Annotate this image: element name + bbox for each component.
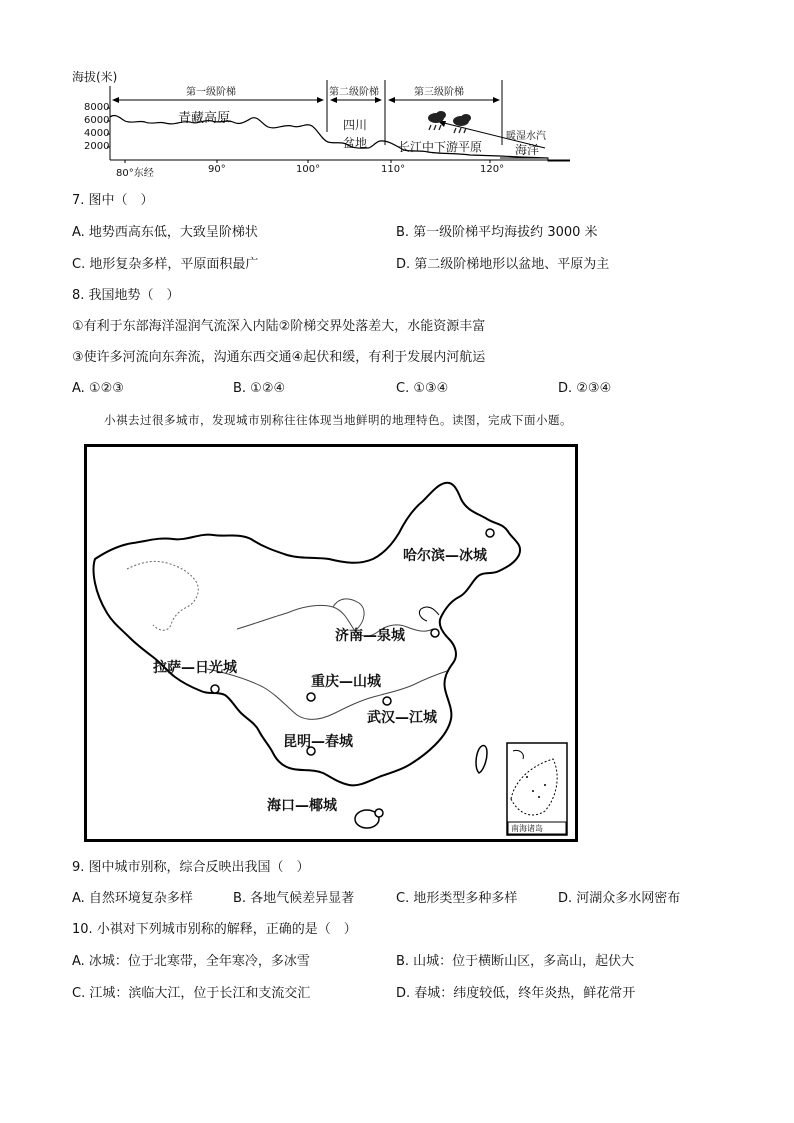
- city-dot-wuhan: [383, 697, 391, 705]
- q7-stem: 7. 图中（ ）: [72, 193, 154, 208]
- rain-cloud-icon: [428, 111, 446, 130]
- terrain-profile-svg: [0, 0, 794, 180]
- city-label-jinan: 济南—泉城: [335, 628, 405, 644]
- q8-stem: 8. 我国地势（ ）: [72, 288, 180, 303]
- terrain-profile-line: [110, 116, 548, 158]
- rain-cloud-icon: [453, 114, 471, 133]
- q9-option-c: C. 地形类型多种多样: [396, 891, 518, 906]
- step-label-third: 第三级阶梯: [414, 87, 464, 98]
- x-tick-label: 110°: [381, 164, 406, 175]
- q9-option-b: B. 各地气候差异显著: [233, 891, 355, 906]
- q7-option-c: C. 地形复杂多样，平原面积最广: [72, 257, 259, 272]
- region-label-qingzang: 青藏高原: [178, 111, 231, 126]
- city-label-harbin: 哈尔滨—冰城: [403, 548, 487, 564]
- region-label-sichuan: 四川: [343, 118, 368, 132]
- inset-label: 南海诸岛: [511, 824, 543, 833]
- terrain-profile-figure: [0, 0, 794, 180]
- city-dot-chongqing: [307, 693, 315, 701]
- city-label-haikou: 海口—椰城: [267, 798, 337, 814]
- q8-statement-line-2: ③使许多河流向东奔流，沟通东西交通④起伏和缓，有利于发展内河航运: [72, 350, 486, 365]
- q8-option-b: B. ①②④: [233, 381, 286, 396]
- city-dot-lhasa: [211, 685, 219, 693]
- x-tick-label: 120°: [480, 164, 505, 175]
- q7-option-d: D. 第二级阶梯地形以盆地、平原为主: [396, 257, 610, 272]
- q9-option-a: A. 自然环境复杂多样: [72, 891, 193, 906]
- city-dot-jinan: [431, 629, 439, 637]
- city-label-lhasa: 拉萨—日光城: [153, 660, 237, 676]
- q9-stem: 9. 图中城市别称，综合反映出我国（ ）: [72, 860, 310, 875]
- section-intro: 小祺去过很多城市，发现城市别称往往体现当地鲜明的地理特色。读图，完成下面小题。: [104, 413, 572, 427]
- x-tick-label: 90°: [208, 164, 226, 175]
- ocean-label: 海洋: [515, 143, 540, 157]
- step-label-first: 第一级阶梯: [186, 87, 236, 98]
- south-china-sea-inset: [507, 743, 567, 835]
- y-tick-label: 2000: [84, 141, 110, 152]
- china-map-svg: [87, 447, 575, 839]
- city-label-chongqing: 重庆—山城: [311, 674, 381, 690]
- q8-option-d: D. ②③④: [558, 381, 612, 396]
- china-city-map: [84, 444, 578, 842]
- region-label-basin: 盆地: [343, 136, 368, 150]
- taiwan-island: [476, 746, 487, 773]
- q7-option-a: A. 地势西高东低，大致呈阶梯状: [72, 225, 258, 240]
- q8-statement-line-1: ①有利于东部海洋湿润气流深入内陆②阶梯交界处落差大，水能资源丰富: [72, 319, 486, 334]
- y-tick-label: 4000: [84, 128, 110, 139]
- q10-option-b: B. 山城：位于横断山区，多高山，起伏大: [396, 954, 635, 969]
- y-axis-label: 海拔(米): [72, 70, 118, 84]
- q9-option-d: D. 河湖众多水网密布: [558, 891, 681, 906]
- q8-option-c: C. ①③④: [396, 381, 449, 396]
- x-tick-label: 100°: [296, 164, 321, 175]
- moisture-label: 暖湿水汽: [506, 131, 546, 142]
- region-label-changjiang: 长江中下游平原: [398, 140, 483, 154]
- q10-option-c: C. 江城：滨临大江，位于长江和支流交汇: [72, 986, 311, 1001]
- city-label-kunming: 昆明—春城: [283, 734, 353, 750]
- y-tick-label: 8000: [84, 102, 110, 113]
- q10-stem: 10. 小祺对下列城市别称的解释，正确的是（ ）: [72, 922, 357, 937]
- city-dot-harbin: [486, 529, 494, 537]
- q8-option-a: A. ①②③: [72, 381, 124, 396]
- city-label-wuhan: 武汉—江城: [367, 710, 437, 726]
- city-dot-haikou: [375, 809, 383, 817]
- q7-option-b: B. 第一级阶梯平均海拔约 3000 米: [396, 225, 598, 240]
- x-tick-label: 80°东经: [116, 168, 154, 179]
- q10-option-d: D. 春城：纬度较低，终年炎热，鲜花常开: [396, 986, 636, 1001]
- q10-option-a: A. 冰城：位于北寒带，全年寒冷，多冰雪: [72, 954, 310, 969]
- y-tick-label: 6000: [84, 115, 110, 126]
- step-label-second: 第二级阶梯: [329, 87, 379, 98]
